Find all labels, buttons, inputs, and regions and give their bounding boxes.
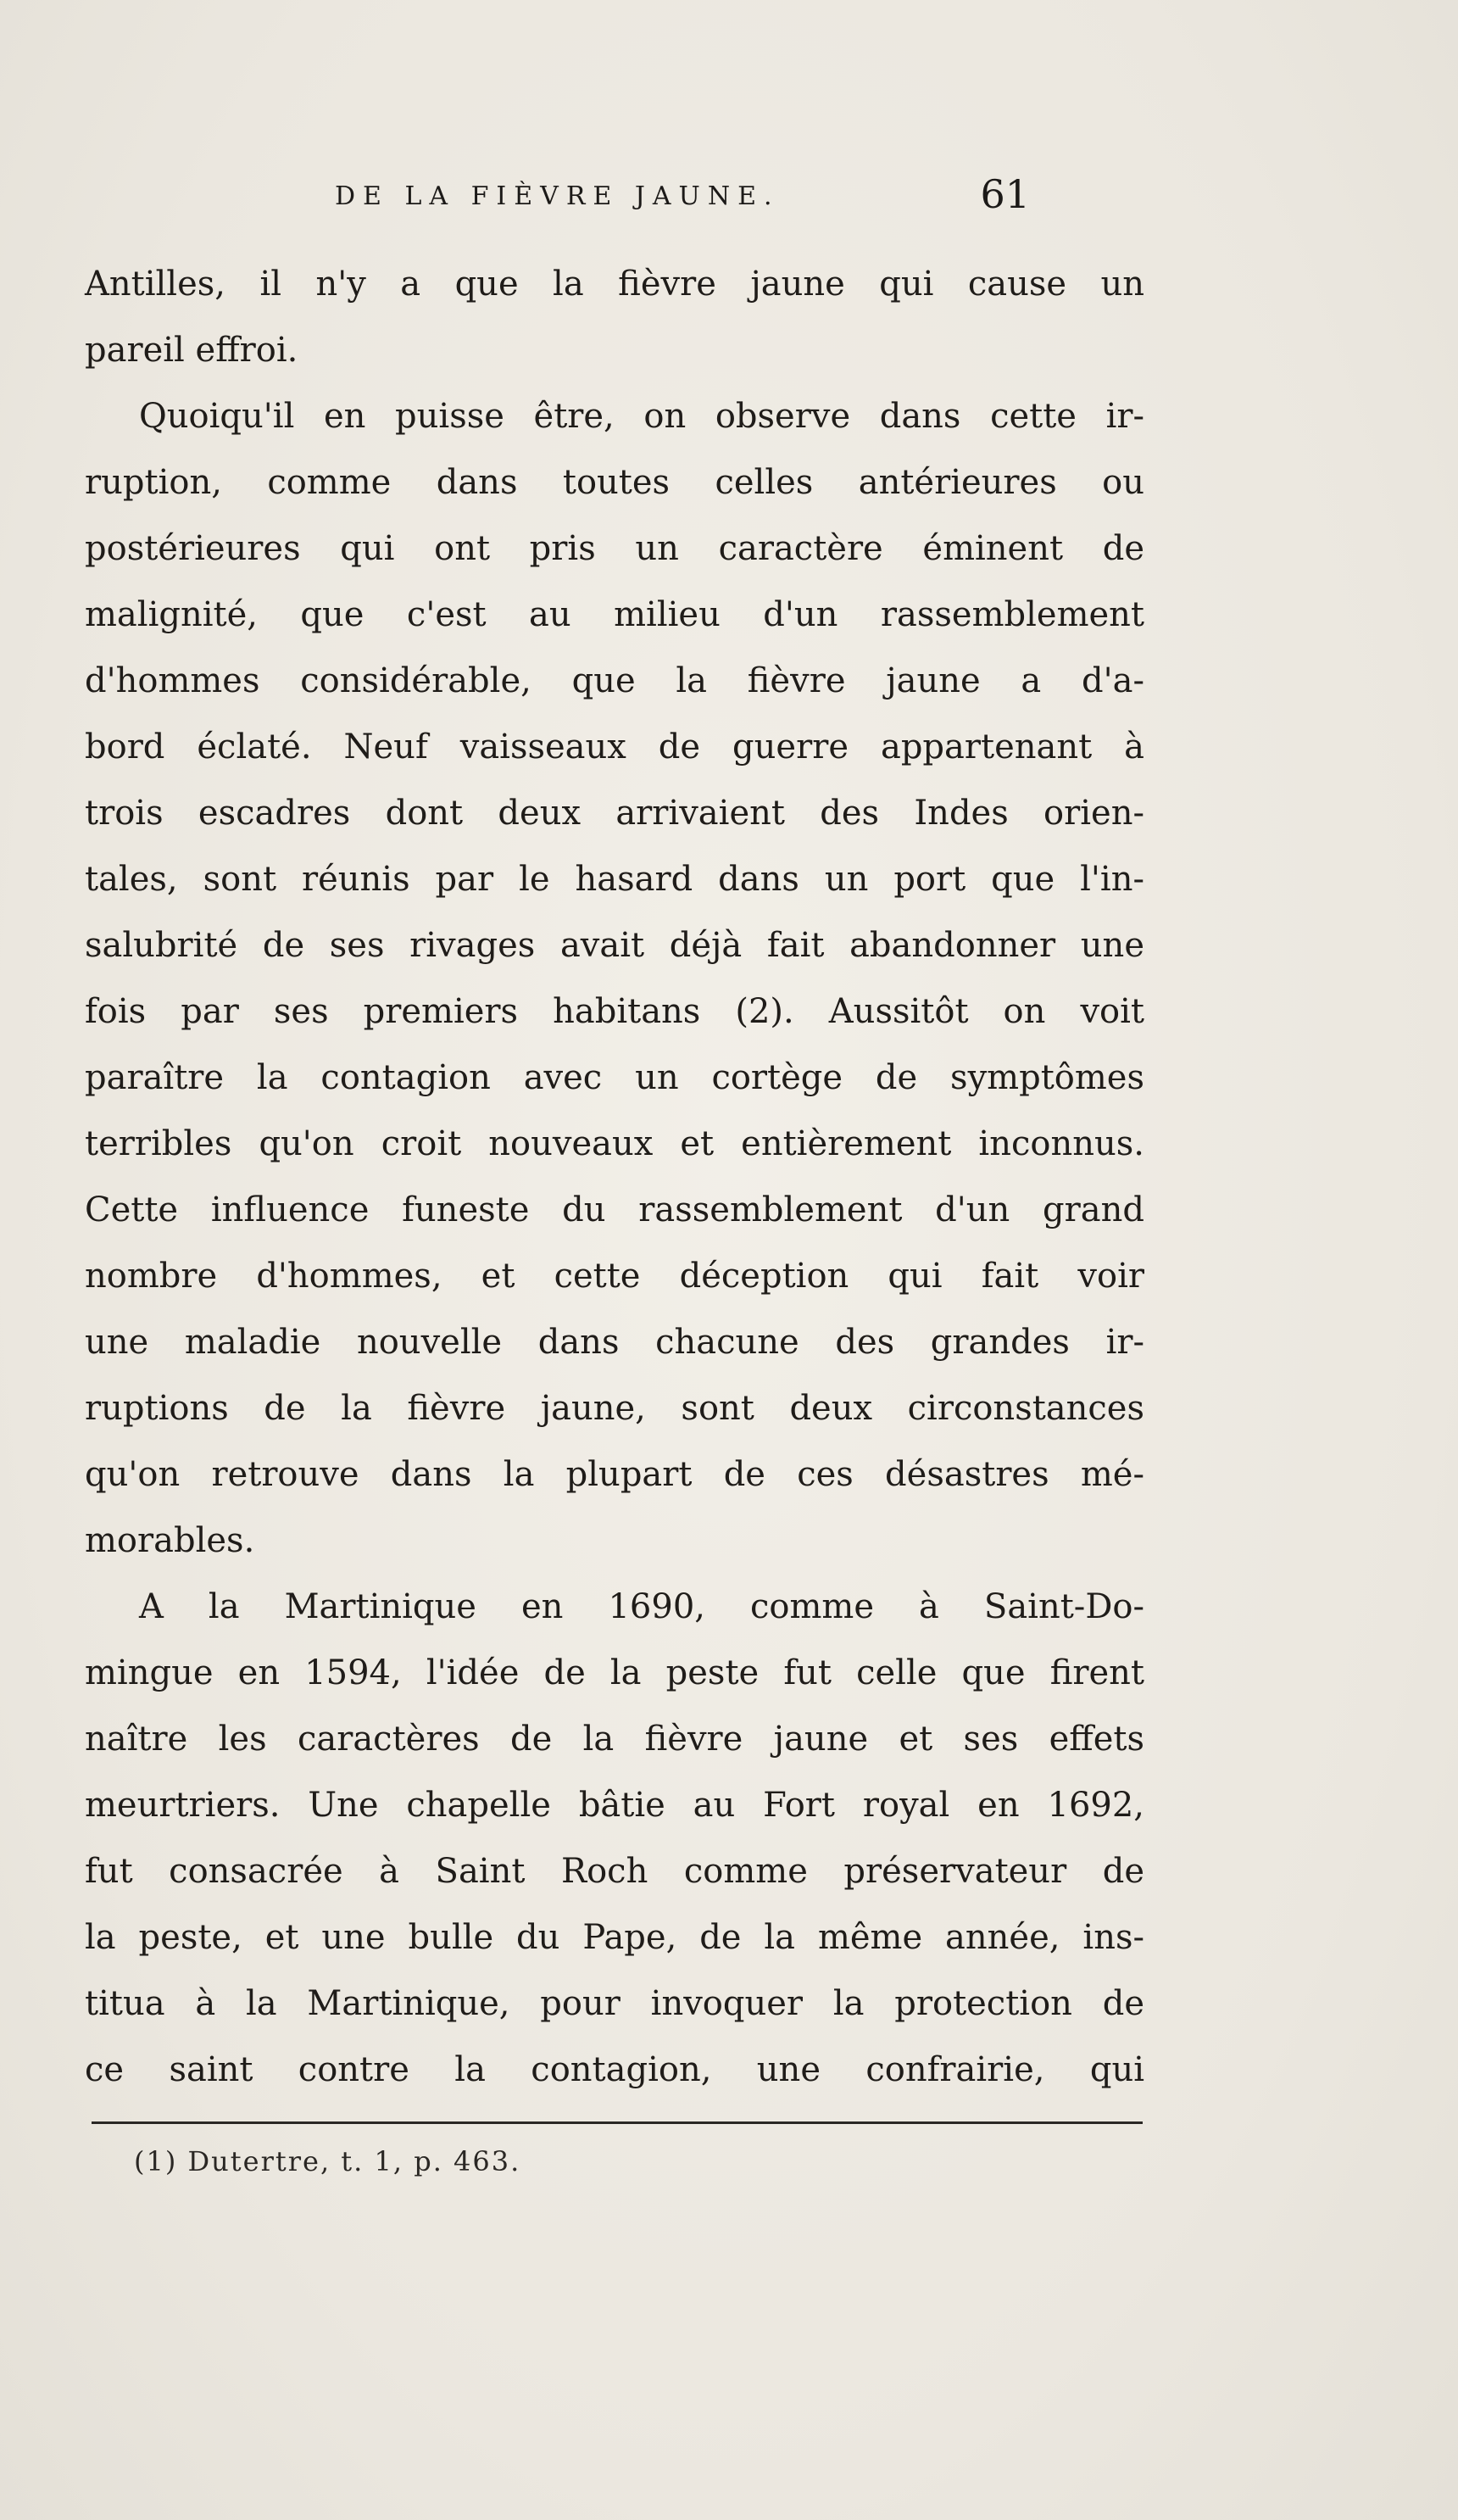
text-line: Quoiqu'il en puisse être, on observe dans cette ir- [139, 397, 1144, 436]
page-number: 61 [980, 171, 1030, 217]
text-line: Antilles, il n'y a que la fièvre jaune qui cause un [85, 265, 1144, 304]
text-line: malignité, que c'est au milieu d'un rassemblement [85, 595, 1144, 634]
text-line: titua à la Martinique, pour invoquer la protection de [85, 1984, 1144, 2023]
text-line: tales, sont réunis par le hasard dans un port que l'in- [85, 860, 1144, 899]
body-text [85, 251, 1144, 2103]
footnote-rule [92, 2121, 1143, 2124]
text-line: A la Martinique en 1690, comme à Saint-Do- [139, 1587, 1144, 1626]
text-line: mingue en 1594, l'idée de la peste fut celle que firent [85, 1653, 1144, 1692]
text-line: paraître la contagion avec un cortège de symptômes [85, 1058, 1144, 1097]
text-line: naître les caractères de la fièvre jaune et ses effets [85, 1720, 1144, 1759]
footnote: (1) Dutertre, t. 1, p. 463. [134, 2145, 521, 2177]
text-line: morables. [85, 1521, 255, 1560]
text-line: terribles qu'on croit nouveaux et entièrement inconnus. [85, 1124, 1144, 1163]
text-line: meurtriers. Une chapelle bâtie au Fort royal en 1692, [85, 1786, 1144, 1825]
text-line: ruptions de la fièvre jaune, sont deux circonstances [85, 1389, 1144, 1428]
running-head [335, 171, 1030, 231]
text-line: nombre d'hommes, et cette déception qui fait voir [85, 1257, 1144, 1296]
text-line: qu'on retrouve dans la plupart de ces désastres mé- [85, 1455, 1144, 1494]
text-line: ruption, comme dans toutes celles antérieures ou [85, 463, 1144, 502]
text-line: d'hommes considérable, que la fièvre jaune a d'a- [85, 661, 1144, 700]
text-line: fois par ses premiers habitans (2). Aussitôt on voit [85, 992, 1144, 1031]
text-line: ce saint contre la contagion, une confrairie, qui [85, 2050, 1144, 2089]
text-line: une maladie nouvelle dans chacune des grandes ir- [85, 1323, 1144, 1362]
text-line: fut consacrée à Saint Roch comme préservateur de [85, 1852, 1144, 1891]
text-line: trois escadres dont deux arrivaient des Indes orien- [85, 794, 1144, 833]
text-line: postérieures qui ont pris un caractère éminent de [85, 529, 1144, 568]
text-line: bord éclaté. Neuf vaisseaux de guerre appartenant à [85, 728, 1144, 767]
text-line: Cette influence funeste du rassemblement d'un grand [85, 1190, 1144, 1229]
text-line: pareil effroi. [85, 331, 298, 370]
text-line: salubrité de ses rivages avait déjà fait abandonner une [85, 926, 1144, 965]
text-line: la peste, et une bulle du Pape, de la même année, ins- [85, 1918, 1144, 1957]
running-title: DE LA FIÈVRE JAUNE. [335, 181, 780, 211]
